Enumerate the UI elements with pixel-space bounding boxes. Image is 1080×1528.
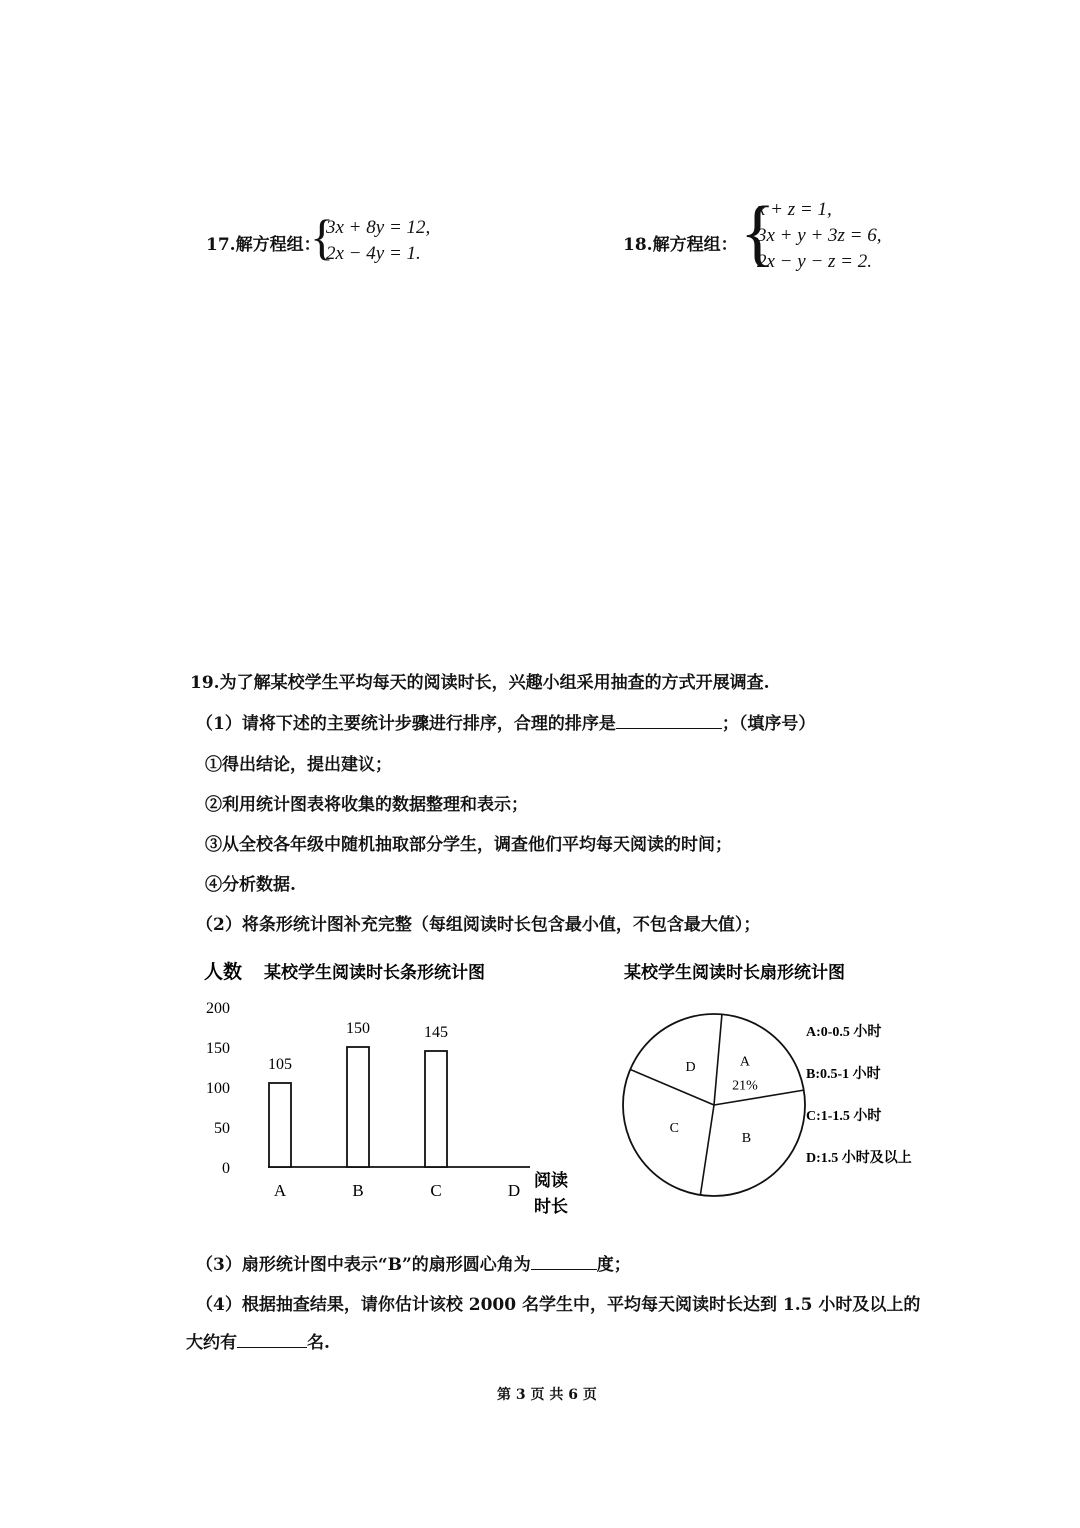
pie-slice-label-C: C [669,1121,679,1137]
pie-slice-value-A: 21% [732,1078,758,1094]
bar-A [269,1083,291,1167]
pie-slice-label-A: A [739,1054,750,1070]
pie-slice-label-B: B [741,1130,752,1146]
q19-step-3: ③从全校各年级中随机抽取部分学生，调查他们平均每天阅读的时间； [205,835,732,855]
bar-label-B: 150 [346,1020,370,1037]
q18-label: 18.解方程组： [623,235,738,255]
q18-eq2: 3x + y + 3z = 6, [757,225,882,246]
bar-chart-xtick-B: B [352,1181,364,1200]
q19-part4-prefix: 大约有 [186,1333,237,1353]
q18-eq3: 2x − y − z = 2. [757,251,872,272]
q19-part1-prefix: （1）请将下述的主要统计步骤进行排序，合理的排序是 [196,714,616,734]
bar-chart [190,950,610,1230]
bar-chart-xtick-C: C [430,1181,442,1200]
bar-chart-ytick-1: 50 [214,1120,230,1137]
q17-system [326,215,430,267]
bar-chart-xtick-A: A [273,1181,287,1200]
bar-chart-xtick-D: D [507,1181,521,1200]
q19-part3-blank [531,1253,597,1270]
bar-C [425,1051,447,1167]
q19-step-4: ④分析数据. [205,875,296,895]
q17-eq2: 2x − 4y = 1. [326,243,421,264]
q19-part3 [196,1250,631,1275]
q18-system [757,197,881,275]
bar-label-A: 105 [268,1056,292,1073]
q19-part1 [196,709,815,734]
q19-step-1: ①得出结论，提出建议； [205,755,392,775]
q18-brace: { [740,192,776,274]
page-footer: 第 3 页 共 6 页 [497,1387,597,1403]
bar-chart-xlabel-line2: 时长 [534,1197,568,1216]
bar-B [347,1047,369,1167]
bar-label-C: 145 [424,1024,448,1041]
pie-legend-item-0: A:0-0.5 小时 [806,1025,882,1040]
bar-chart-ytick-4: 200 [206,1000,230,1017]
bar-chart-ytick-2: 100 [206,1080,230,1097]
q19-part4-line1: （4）根据抽查结果，请你估计该校 2000 名学生中，平均每天阅读时长达到 1.5 小时及以上的 [196,1295,921,1315]
q19-part1-suffix: ；（填序号） [721,714,816,734]
pie-legend-item-2: C:1-1.5 小时 [806,1109,882,1124]
bar-chart-title: 某校学生阅读时长条形统计图 [264,963,485,982]
pie-chart-title: 某校学生阅读时长扇形统计图 [624,963,845,982]
bar-chart-xlabel-line1: 阅读 [534,1171,568,1190]
pie-slice-label-D: D [685,1059,696,1075]
q19-part4-suffix: 名. [307,1333,330,1353]
bar-chart-ytick-3: 150 [206,1040,230,1057]
pie-legend-item-3: D:1.5 小时及以上 [806,1151,912,1166]
q19-part4-line2 [186,1328,330,1353]
q17-eq1: 3x + 8y = 12, [326,217,431,238]
bar-chart-ylabel: 人数 [204,962,243,983]
q19-part3-prefix: （3）扇形统计图中表示“B”的扇形圆心角为 [196,1255,531,1275]
bar-chart-ytick-0: 0 [222,1160,230,1177]
pie-chart [610,950,950,1210]
q19-part1-blank [616,712,722,729]
q19-part2: （2）将条形统计图补充完整（每组阅读时长包含最小值，不包含最大值）； [196,915,761,935]
pie-legend-item-1: B:0.5-1 小时 [806,1067,881,1082]
q19-step-2: ②利用统计图表将收集的数据整理和表示； [205,795,528,815]
q17-brace: { [310,209,334,265]
q19-part4-blank [237,1331,307,1348]
q19-intro: 19.为了解某校学生平均每天的阅读时长，兴趣小组采用抽查的方式开展调查. [190,673,770,693]
q19-part3-suffix: 度； [596,1255,631,1275]
q17-label: 17.解方程组： [206,235,321,255]
q18-eq1: x + z = 1, [757,199,832,220]
